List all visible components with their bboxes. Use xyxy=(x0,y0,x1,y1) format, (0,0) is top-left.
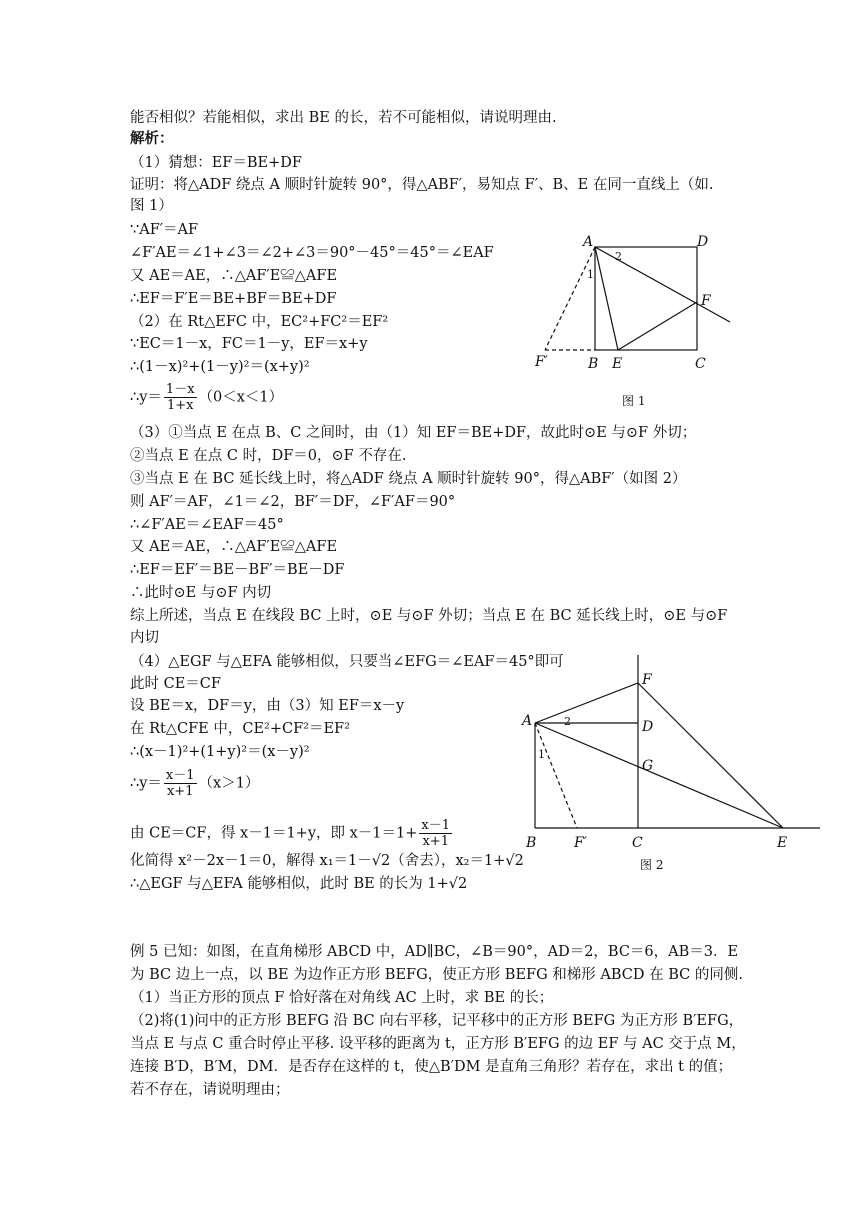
equation-line xyxy=(130,382,283,413)
text-line: ∵EC＝1－x，FC＝1－y，EF＝x+y xyxy=(130,336,368,352)
text-line: ∴EF＝EF′＝BE－BF′＝BE－DF xyxy=(130,562,345,578)
label-f: F xyxy=(642,672,652,688)
text-line: （2)将(1)问中的正方形 BEFG 沿 BC 向右平移，记平移中的正方形 BEFG 为正方形 B′EFG， xyxy=(130,1013,744,1029)
label-g: G xyxy=(642,758,654,774)
line-ae xyxy=(535,723,783,828)
label-e: E xyxy=(777,835,788,851)
label-f: F xyxy=(701,293,711,309)
equation-lead: 由 CE＝CF，得 x－1＝1+y，即 x－1＝1+ xyxy=(130,825,418,842)
figure-1-diagram xyxy=(525,232,740,372)
equation-tail: （0＜x＜1） xyxy=(198,389,284,406)
text-line: ③当点 E 在 BC 延长线上时，将△ADF 绕点 A 顺时针旋转 90°，得△ABF′（如图 2） xyxy=(130,471,687,487)
equation-tail: （x＞1） xyxy=(198,775,260,792)
label-angle-2: 2 xyxy=(564,715,571,728)
text-line: ∠F′AE＝∠1+∠3＝∠2+∠3＝90°－45°＝45°＝∠EAF xyxy=(130,245,494,261)
equation-line xyxy=(130,768,259,799)
line-fe xyxy=(638,683,783,828)
fraction-denominator: x+1 xyxy=(166,784,194,799)
equation-line xyxy=(130,818,454,849)
equation-lead: ∴y＝ xyxy=(130,389,162,406)
text-line: ∴EF＝F′E＝BE+BF＝BE+DF xyxy=(130,291,337,307)
label-c: C xyxy=(695,356,706,372)
text-line: 又 AE＝AE，∴△AF′E≌△AFE xyxy=(130,268,338,284)
text-line: （1）当正方形的顶点 F 恰好落在对角线 AC 上时，求 BE 的长； xyxy=(130,990,554,1006)
label-f-prime: F′ xyxy=(574,835,587,851)
section-heading: 解析： xyxy=(130,130,174,147)
text-line: ∵AF′＝AF xyxy=(130,222,199,238)
text-line: 则 AF′＝AF，∠1＝∠2，BF′＝DF，∠F′AF＝90° xyxy=(130,494,456,510)
text-line: 能否相似？若能相似，求出 BE 的长，若不可能相似，请说明理由. xyxy=(130,110,557,126)
label-b: B xyxy=(526,835,537,851)
text-line: ∴此时⊙E 与⊙F 内切 xyxy=(130,585,272,601)
text-line: 此时 CE＝CF xyxy=(130,676,221,692)
label-b: B xyxy=(588,356,599,372)
text-line: 若不存在，请说明理由； xyxy=(130,1082,290,1098)
text-line: 化简得 x²－2x－1＝0，解得 x₁＝1－√2（舍去），x₂＝1+√2 xyxy=(130,853,524,869)
figure-2-caption: 图 2 xyxy=(640,858,664,872)
line-ef xyxy=(618,302,697,350)
figure-1-caption: 图 1 xyxy=(622,394,646,408)
label-a: A xyxy=(583,234,594,250)
fraction-denominator: 1+x xyxy=(166,398,194,413)
text-line: ∴∠F′AE＝∠EAF＝45° xyxy=(130,517,284,533)
text-line: ∴△EGF 与△EFA 能够相似，此时 BE 的长为 1+√2 xyxy=(130,876,468,892)
text-line: ②当点 E 在点 C 时，DF＝0，⊙F 不存在. xyxy=(130,448,407,464)
fraction-denominator: x+1 xyxy=(422,834,449,849)
equation-lead: ∴y＝ xyxy=(130,775,162,792)
text-line: 为 BC 边上一点，以 BE 为边作正方形 BEFG，使正方形 BEFG 和梯形 ABCD 在 BC 的同侧. xyxy=(130,967,743,983)
label-angle-1: 1 xyxy=(587,268,594,281)
text-line: 在 Rt△CFE 中，CE²+CF²＝EF² xyxy=(130,721,350,737)
text-line: 又 AE＝AE，∴△AF′E≌△AFE xyxy=(130,539,338,555)
text-line: 内切 xyxy=(130,630,159,646)
example-line: 例 5 已知：如图，在直角梯形 ABCD 中，AD∥BC，∠B＝90°，AD＝2，BC＝6，AB＝3．E xyxy=(130,944,739,960)
fraction-numerator: x－1 xyxy=(165,768,195,783)
label-e: E xyxy=(612,356,623,372)
label-angle-1: 1 xyxy=(538,748,545,761)
line-af xyxy=(535,683,638,723)
text-line: （4）△EGF 与△EFA 能够相似，只要当∠EFG＝∠EAF＝45°即可 xyxy=(130,654,564,670)
fraction xyxy=(164,768,197,799)
label-c: C xyxy=(632,835,643,851)
text-line: （2）在 Rt△EFC 中，EC²+FC²＝EF² xyxy=(130,314,389,330)
label-a: A xyxy=(522,713,533,729)
fraction xyxy=(419,818,452,849)
fraction xyxy=(164,382,197,413)
label-angle-2: 2 xyxy=(615,250,622,263)
label-d: D xyxy=(697,234,709,250)
figure-2-diagram xyxy=(520,655,825,853)
text-line: ∴(x－1)²+(1+y)²＝(x－y)² xyxy=(130,744,310,760)
text-line: 连接 B′D，B′M，DM．是否存在这样的 t，使△B′DM 是直角三角形？若存在，求出 t 的值； xyxy=(130,1059,733,1075)
label-d: D xyxy=(642,719,654,735)
fraction-numerator: x－1 xyxy=(421,818,451,833)
text-line: （1）猜想：EF＝BE+DF xyxy=(130,155,302,171)
text-line: 图 1） xyxy=(130,198,173,214)
text-line: ∴(1－x)²+(1－y)²＝(x+y)² xyxy=(130,359,310,375)
label-f-prime: F′ xyxy=(535,354,548,370)
fraction-numerator: 1－x xyxy=(165,382,195,397)
text-line: 当点 E 与点 C 重合时停止平移. 设平移的距离为 t，正方形 B′EFG 的边 EF 与 AC 交于点 M， xyxy=(130,1036,746,1052)
line-af-prime xyxy=(545,247,595,350)
text-line: 设 BE＝x，DF＝y，由（3）知 EF＝x－y xyxy=(130,698,405,714)
square-abcd xyxy=(595,247,697,350)
text-line: （3）①当点 E 在点 B、C 之间时，由（1）知 EF＝BE+DF，故此时⊙E 与⊙F 外切； xyxy=(130,425,697,441)
text-line: 证明：将△ADF 绕点 A 顺时针旋转 90°，得△ABF′，易知点 F′、B、E 在同一直线上（如. xyxy=(130,177,714,193)
text-line: 综上所述，当点 E 在线段 BC 上时，⊙E 与⊙F 外切；当点 E 在 BC 延长线上时，⊙E 与⊙F xyxy=(130,608,728,624)
